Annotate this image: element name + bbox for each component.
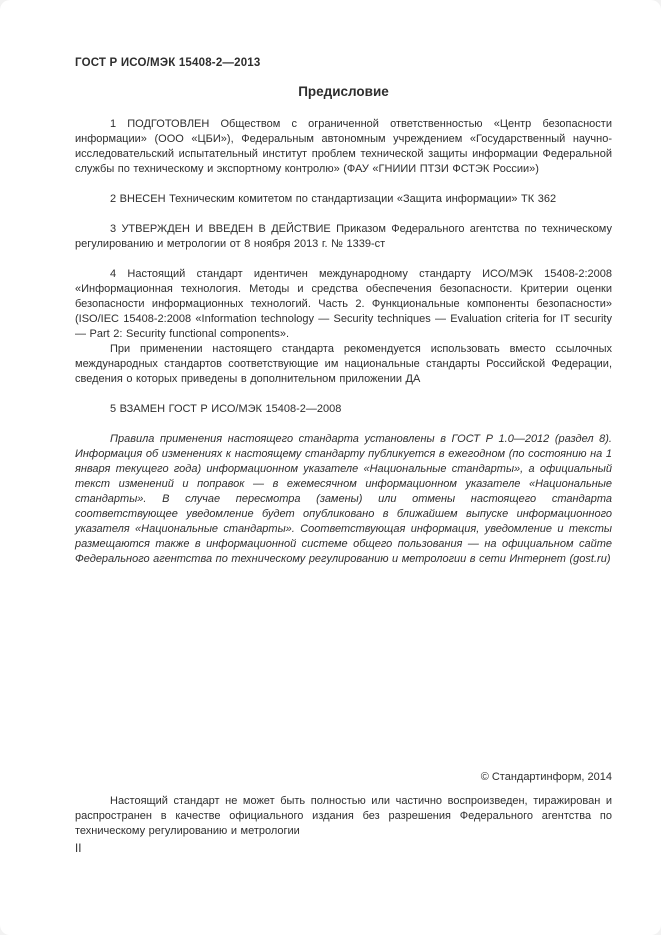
paragraph-application-rules: Правила применения настоящего стандарта установлены в ГОСТ Р 1.0—2012 (раздел 8). Информация об изменениях к настоящему стандарту публикуется в ежегодном (по состоянию на 1 января текущего года) информационном указателе «Национальные стандарты», а официальный текст изменений и поправок — в ежемесячном информационном указателе «Национальные стандарты». В случае пересмотра (замены) или отмены настоящего стандарта соответствующее уведомление будет опубликовано в ближайшем выпуске информационного указателя «Национальные стандарты». Соответствующая информация, уведомление и тексты размещаются также в информационной системе общего пользования — на официальном сайте Федерального агентства по техническому регулированию и метрологии в сети Интернет (gost.ru) xyxy=(75,433,612,565)
paragraph-replaces: 5 ВЗАМЕН ГОСТ Р ИСО/МЭК 15408-2—2008 xyxy=(110,403,342,415)
standard-code: ГОСТ Р ИСО/МЭК 15408-2—2013 xyxy=(75,57,261,69)
page-number: II xyxy=(75,843,82,855)
paragraph-national-standards-note: При применении настоящего стандарта рекомендуется использовать вместо ссылочных международных стандартов соответствующие им национальные стандарты Российской Федерации, сведения о которых приведены в дополнительном приложении ДА xyxy=(75,343,612,385)
page-footer xyxy=(75,770,612,856)
paragraph-identical-standard: 4 Настоящий стандарт идентичен международному стандарту ИСО/МЭК 15408-2:2008 «Информационная технология. Методы и средства обеспечения безопасности. Критерии оценки безопасности информационных технологий. Часть 2. Функциональные компоненты безопасности» (ISO/IEC 15408-2:2008 «Information technology — Security techniques — Evaluation criteria for IT security — Part 2: Security functional components». xyxy=(75,268,612,340)
paragraph-prepared-by: 1 ПОДГОТОВЛЕН Обществом с ограниченной ответственностью «Центр безопасности информации» (ООО «ЦБИ»), Федеральным автономным учреждением «Государственный научно-исследовательский испытательный институт проблем технической защиты информации Федеральной службы по техническому и экспортному контролю» (ФАУ «ГНИИИ ПТЗИ ФСТЭК России») xyxy=(75,118,612,175)
copyright-notice: © Стандартинформ, 2014 xyxy=(480,771,612,783)
paragraph-submitted-by: 2 ВНЕСЕН Техническим комитетом по стандартизации «Защита информации» ТК 362 xyxy=(110,193,557,205)
reproduction-restriction: Настоящий стандарт не может быть полностью или частично воспроизведен, тиражирован и распространен в качестве официального издания без разрешения Федерального агентства по техническому регулированию и метрологии xyxy=(75,795,612,837)
page-content xyxy=(75,56,612,567)
page-title: Предисловие xyxy=(298,84,389,99)
paragraph-approved: 3 УТВЕРЖДЕН И ВВЕДЕН В ДЕЙСТВИЕ Приказом Федерального агентства по техническому регулированию и метрологии от 8 ноября 2013 г. № 1339-ст xyxy=(75,223,612,250)
